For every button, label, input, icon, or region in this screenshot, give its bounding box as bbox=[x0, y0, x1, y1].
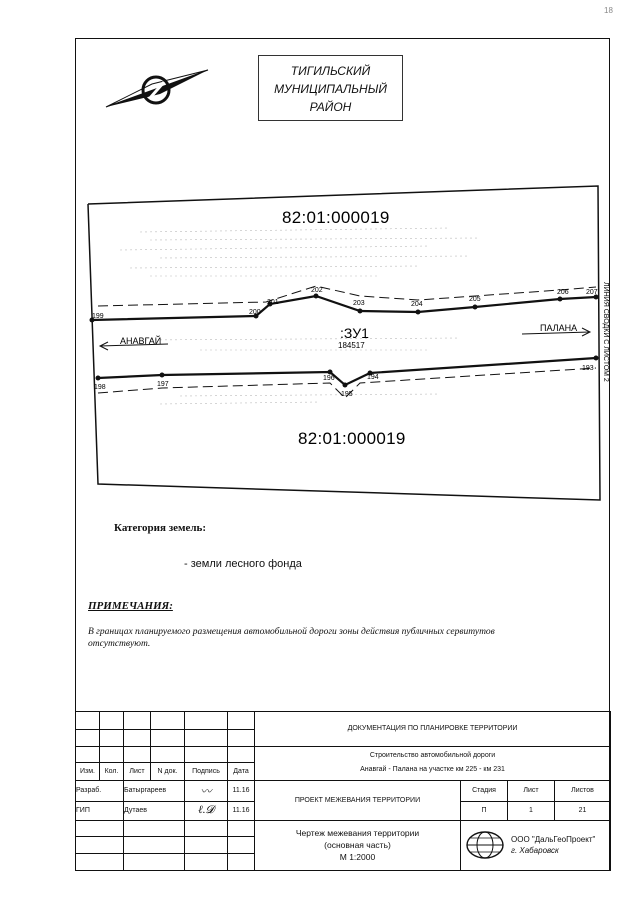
row1-date: 11.16 bbox=[228, 781, 255, 801]
land-category-heading: Категория земель: bbox=[114, 522, 207, 534]
direction-left-label: АНАВГАЙ bbox=[120, 336, 162, 346]
col-list: Лист bbox=[124, 763, 151, 781]
sheets-value: 21 bbox=[555, 801, 611, 820]
point-label-203: 203 bbox=[353, 300, 365, 307]
row2-name: Дутаев bbox=[124, 801, 185, 820]
district-line-1: ТИГИЛЬСКИЙ bbox=[290, 64, 371, 78]
point-label-197: 197 bbox=[157, 381, 169, 388]
point-label-200: 200 bbox=[249, 309, 261, 316]
company-block bbox=[461, 820, 611, 870]
point-label-199: 199 bbox=[92, 313, 104, 320]
company-city: г. Хабаровск bbox=[511, 846, 559, 856]
row1-signature bbox=[185, 781, 228, 801]
drawing-line-3: М 1:2000 bbox=[339, 852, 376, 863]
col-ndok: N док. bbox=[151, 763, 185, 781]
notes-heading: ПРИМЕЧАНИЯ: bbox=[88, 600, 173, 612]
stage-value: П bbox=[461, 801, 508, 820]
doc-title: ДОКУМЕНТАЦИЯ ПО ПЛАНИРОВКЕ ТЕРРИТОРИИ bbox=[255, 712, 611, 747]
point-label-196: 196 bbox=[323, 375, 335, 382]
parcel-label: :ЗУ1 bbox=[340, 325, 369, 341]
title-block bbox=[75, 711, 611, 871]
col-podpis: Подпись bbox=[185, 763, 228, 781]
drawing-title bbox=[255, 820, 461, 870]
company-globe-logo-icon bbox=[465, 830, 505, 860]
col-izm: Изм. bbox=[76, 763, 100, 781]
row2-signature bbox=[185, 801, 228, 820]
point-label-205: 205 bbox=[469, 296, 481, 303]
project-line-2: Анавгай - Палана на участке км 225 - км 231 bbox=[360, 766, 505, 774]
drawing-line-1: Чертеж межевания территории bbox=[295, 828, 420, 839]
cadastre-number-bottom: 82:01:000019 bbox=[298, 429, 406, 448]
sheets-label: Листов bbox=[555, 781, 611, 801]
notes-text: В границах планируемого размещения автомобильной дороги зоны действия публичных сервитутов отсутствуют. bbox=[88, 627, 495, 649]
land-category-item: - земли лесного фонда bbox=[184, 558, 302, 570]
point-label-204: 204 bbox=[411, 301, 423, 308]
page-corner-mark: 18 bbox=[604, 6, 613, 15]
row2-role: ГИП bbox=[76, 801, 124, 820]
sheet-label: Лист bbox=[508, 781, 555, 801]
col-data: Дата bbox=[228, 763, 255, 781]
col-kol: Кол. bbox=[100, 763, 124, 781]
district-line-2: МУНИЦИПАЛЬНЫЙ bbox=[274, 82, 387, 96]
cadastre-number-top: 82:01:000019 bbox=[282, 208, 390, 227]
point-label-193: 193 bbox=[582, 365, 594, 372]
drawing-line-2: (основная часть) bbox=[324, 840, 391, 851]
sheet-value: 1 bbox=[508, 801, 555, 820]
signature-mark-1: 〰 bbox=[200, 785, 212, 798]
project-line-1: Строительство автомобильной дороги bbox=[369, 752, 496, 760]
company-name: ООО "ДальГеоПроект" bbox=[511, 835, 596, 845]
point-label-195: 195 bbox=[341, 391, 353, 398]
project-title bbox=[255, 746, 611, 781]
point-label-207: 207 bbox=[586, 289, 598, 296]
row2-date: 11.16 bbox=[228, 801, 255, 820]
direction-right-label: ПАЛАНА bbox=[540, 323, 578, 333]
sheet-junction-note: ЛИНИЯ СВОДКИ С ЛИСТОМ 2 bbox=[602, 282, 609, 382]
district-line-3: РАЙОН bbox=[309, 100, 352, 114]
point-label-206: 206 bbox=[557, 289, 569, 296]
point-label-201: 201 bbox=[267, 299, 279, 306]
point-label-202: 202 bbox=[311, 287, 323, 294]
point-label-198: 198 bbox=[94, 384, 106, 391]
section-title: ПРОЕКТ МЕЖЕВАНИЯ ТЕРРИТОРИИ bbox=[255, 781, 461, 820]
row1-name: Батыргареев bbox=[124, 781, 185, 801]
signature-mark-2: ℓ.𝓓 bbox=[198, 804, 214, 817]
point-label-194: 194 bbox=[367, 374, 379, 381]
parcel-area: 184517 bbox=[338, 341, 365, 350]
row1-role: Разраб. bbox=[76, 781, 124, 801]
stage-label: Стадия bbox=[461, 781, 508, 801]
